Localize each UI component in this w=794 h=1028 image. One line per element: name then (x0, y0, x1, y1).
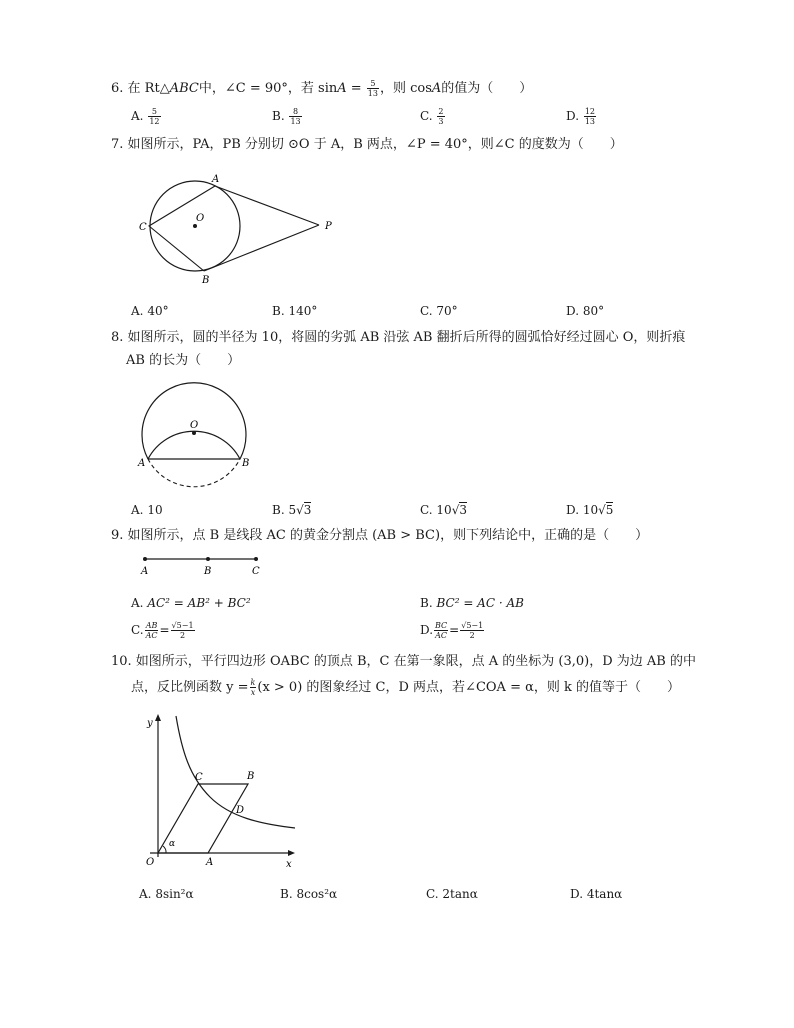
q7-label-c: C (139, 222, 147, 233)
q8-option-d[interactable]: D. 10√5 (566, 503, 614, 517)
q8-label-a: A (138, 458, 146, 469)
q8-center-dot (192, 431, 196, 435)
q10-label-y: y (147, 718, 153, 729)
q8-folded-arc (148, 431, 240, 459)
q7-option-c[interactable]: C. 70° (420, 304, 458, 318)
q10-option-d[interactable]: D. 4tanα (570, 887, 623, 901)
q10-label-d: D (236, 805, 245, 816)
q9-option-b[interactable]: B. BC² = AC · AB (420, 596, 524, 610)
q7-stem: 7. 如图所示，PA，PB 分别切 ⊙O 于 A，B 两点，∠P = 40°，则∠C 的度数为（ ） (111, 137, 623, 152)
q10-label-c: C (195, 772, 203, 783)
q9-option-c[interactable]: C. $\frac{AB}{AC}$ = $\frac{√5-1}{2}$ (131, 621, 194, 640)
q9-figure (138, 552, 268, 577)
q9-label-b: B (204, 566, 212, 577)
q9-point-b (206, 557, 210, 561)
q8-stem-line2: AB 的长为（ ） (126, 353, 241, 368)
q7-figure (135, 170, 345, 290)
q7-option-b[interactable]: B. 140° (272, 304, 318, 318)
q6-option-c[interactable]: C. $\frac{2}{3}$ (420, 107, 444, 126)
q10-label-x: x (286, 859, 292, 870)
q10-figure (140, 712, 305, 872)
q10-label-alpha: α (169, 839, 176, 849)
q7-option-d[interactable]: D. 80° (566, 304, 605, 318)
q9-label-c: C (252, 566, 260, 577)
q6-sin-fraction: $\frac{5}{13}$ (367, 79, 378, 98)
q7-option-a[interactable]: A. 40° (131, 304, 169, 318)
q8-option-a[interactable]: A. 10 (131, 503, 163, 517)
q10-option-c[interactable]: C. 2tanα (426, 887, 478, 901)
q6-option-a[interactable]: A. $\frac{5}{12}$ (131, 107, 160, 126)
q7-tangent-pb (204, 225, 319, 271)
q10-option-a[interactable]: A. 8sin²α (139, 887, 194, 901)
q8-label-o: O (190, 420, 199, 431)
q9-label-a: A (141, 566, 149, 577)
q6-option-d[interactable]: D. $\frac{12}{13}$ (566, 107, 596, 126)
q10-label-a: A (206, 857, 214, 868)
q7-label-b: B (202, 275, 210, 286)
q10-stem-line2: 点，反比例函数 y = $\frac{k}{x}$ (x > 0) 的图象经过 C，D 两点，若∠COA = α，则 k 的值等于（ ） (131, 678, 681, 697)
q10-option-b[interactable]: B. 8cos²α (280, 887, 338, 901)
q10-label-b: B (247, 771, 255, 782)
q10-label-o: O (146, 857, 155, 868)
q9-option-d[interactable]: D. $\frac{BC}{AC}$ = $\frac{√5-1}{2}$ (420, 621, 484, 640)
q7-label-p: P (325, 221, 332, 232)
q6-option-b[interactable]: B. $\frac{8}{13}$ (272, 107, 301, 126)
q10-y-arrow (155, 714, 161, 721)
q7-label-a: A (212, 174, 220, 185)
q8-option-c[interactable]: C. 10√3 (420, 503, 467, 517)
q10-stem-line1: 10. 如图所示，平行四边形 OABC 的顶点 B，C 在第一象限，点 A 的坐标为 (3,0)，D 为边 AB 的中 (111, 654, 696, 669)
q7-label-o: O (196, 213, 205, 224)
q8-label-b: B (242, 458, 250, 469)
q7-tangent-pa (215, 186, 319, 225)
q9-option-a[interactable]: A. AC² = AB² + BC² (131, 596, 251, 610)
q10-angle-arc (163, 846, 166, 853)
q6-stem: 6. 在 Rt△ABC中，∠C = 90°，若 sinA = $\frac{5}{13}$ ，则 cosA的值为（ ） (111, 79, 533, 98)
q9-point-c (254, 557, 258, 561)
q8-stem-line1: 8. 如图所示，圆的半径为 10，将圆的劣弧 AB 沿弦 AB 翻折后所得的圆弧恰好经过圆心 O，则折痕 (111, 330, 686, 345)
q7-center-dot (193, 224, 197, 228)
q9-point-a (143, 557, 147, 561)
q10-x-arrow (288, 850, 295, 856)
q8-figure (132, 378, 262, 493)
q8-option-b[interactable]: B. 5√3 (272, 503, 312, 517)
q8-minor-arc-dashed (148, 459, 240, 487)
q9-stem: 9. 如图所示，点 B 是线段 AC 的黄金分割点 (AB > BC)，则下列结论中，正确的是（ ） (111, 528, 649, 543)
